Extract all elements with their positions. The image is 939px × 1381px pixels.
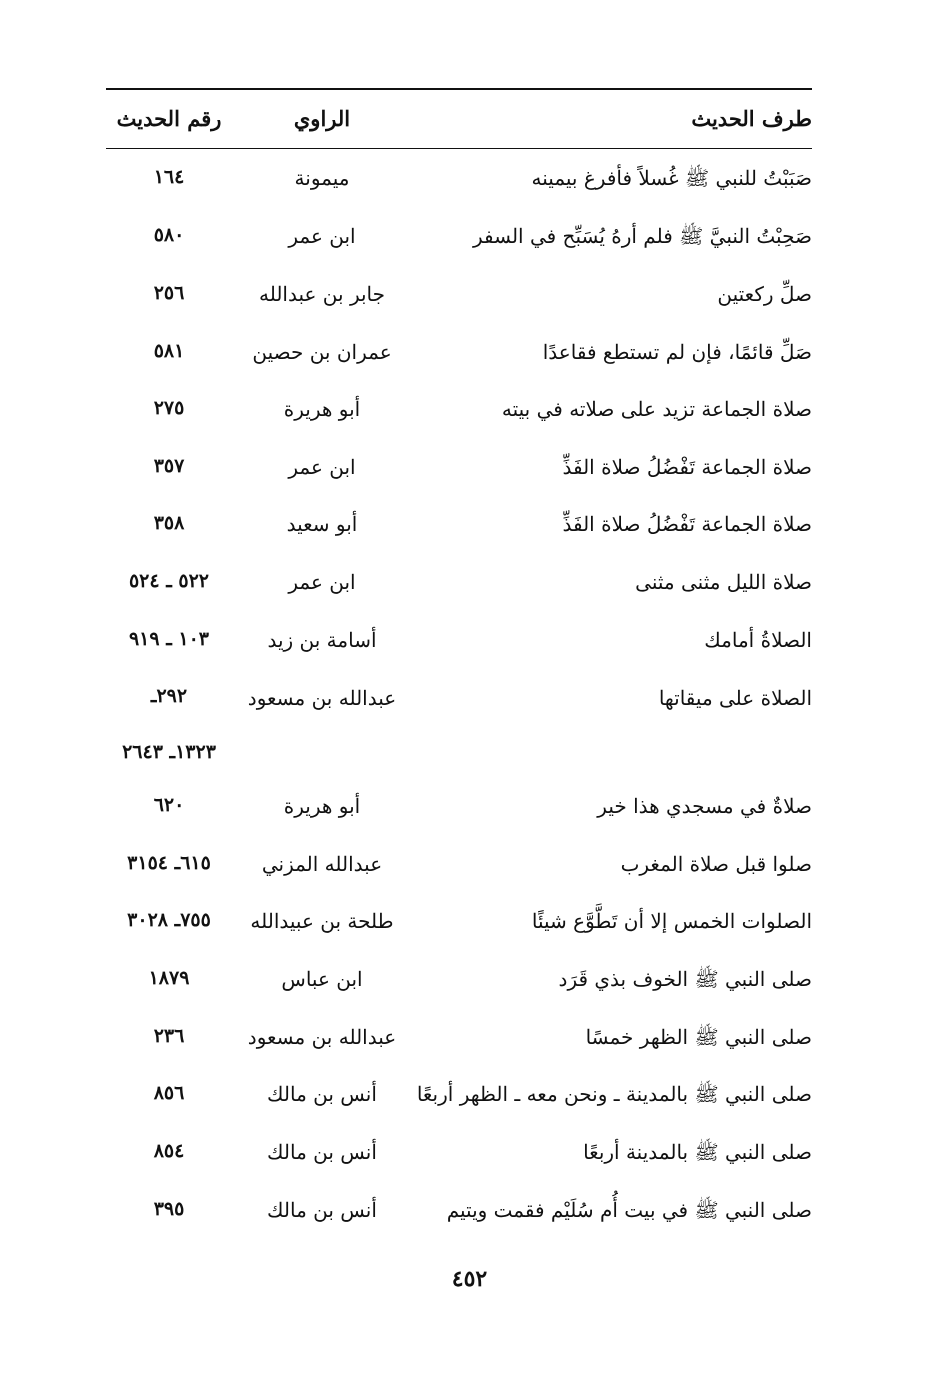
hadith-text: صلاة الجماعة تَفْضُلُ صلاة الفَذِّ: [562, 512, 812, 536]
hadith-narrator: ميمونة: [294, 166, 350, 190]
hadith-narrator: ابن عباس: [281, 967, 363, 991]
hadith-narrator: أبو هريرة: [283, 794, 361, 818]
page-number: ٤٥٢: [451, 1266, 488, 1292]
hadith-number: ٣٩٥: [153, 1198, 185, 1220]
hadith-narrator: أبو هريرة: [283, 397, 361, 421]
hadith-text: صلاة الجماعة تَفْضُلُ صلاة الفَذِّ: [562, 455, 812, 479]
hadith-number: ٥٨٠: [153, 224, 185, 246]
hadith-number: ٢٧٥: [153, 397, 185, 419]
hadith-narrator: أنس بن مالك: [267, 1140, 377, 1164]
hadith-text: صلاة الجماعة تزيد على صلاته في بيته: [501, 397, 812, 421]
hadith-narrator: عبدالله المزني: [261, 852, 383, 876]
hadith-number: ٣٥٧: [153, 455, 185, 477]
hadith-narrator: عبدالله بن مسعود: [247, 686, 397, 710]
hadith-number: ١٠٣ ـ ٩١٩: [128, 628, 210, 650]
hadith-narrator: جابر بن عبدالله: [258, 282, 386, 306]
hadith-text: الصلوات الخمس إلا أن تَطَّوَّع شيئًا: [531, 909, 812, 933]
hadith-text: صلى النبي ﷺ الخوف بذي قَرَد: [558, 967, 812, 991]
hadith-number: ٥٢٢ ـ ٥٢٤: [128, 570, 210, 592]
hadith-text: صلاة الليل مثنى مثنى: [635, 570, 812, 594]
hadith-text: صلِّ ركعتين: [717, 282, 812, 306]
hadith-narrator: ابن عمر: [288, 570, 356, 594]
hadith-number-continuation: ١٣٢٣ـ ٢٦٤٣: [122, 741, 216, 763]
hadith-number: ٨٥٦: [153, 1082, 185, 1104]
hadith-text: الصلاة على ميقاتها: [658, 686, 812, 710]
hadith-text: صَحِبْتُ النبيَّ ﷺ فلم أرهُ يُسَبِّح في السفر: [472, 224, 812, 248]
hadith-text: صلوا قبل صلاة المغرب: [620, 852, 812, 876]
hadith-narrator: أنس بن مالك: [267, 1198, 377, 1222]
hadith-text: صلاةٌ في مسجدي هذا خير: [597, 794, 812, 818]
hadith-narrator: أبو سعيد: [286, 512, 358, 536]
hadith-number: ٥٨١: [153, 340, 185, 362]
hadith-narrator: أسامة بن زيد: [267, 628, 377, 652]
table-header-rule: [106, 148, 812, 149]
hadith-text: الصلاةُ أمامك: [704, 628, 812, 652]
header-number: رقم الحديث: [116, 106, 222, 131]
hadith-narrator: طلحة بن عبيدالله: [250, 909, 394, 933]
hadith-number: ٢٩٢ـ: [150, 685, 188, 707]
hadith-number: ٦١٥ـ ٣١٥٤: [127, 852, 211, 874]
header-text: طرف الحديث: [691, 106, 812, 131]
hadith-narrator: ابن عمر: [288, 224, 356, 248]
header-narrator: الراوي: [293, 106, 351, 131]
hadith-number: ٧٥٥ـ ٣٠٢٨: [127, 909, 211, 931]
hadith-narrator: أنس بن مالك: [267, 1082, 377, 1106]
hadith-text: صلى النبي ﷺ في بيت أُم سُلَيْم فقمت ويتيم: [446, 1198, 812, 1222]
hadith-number: ١٦٤: [153, 166, 185, 188]
hadith-text: صلى النبي ﷺ الظهر خمسًا: [585, 1025, 812, 1049]
hadith-narrator: عبدالله بن مسعود: [247, 1025, 397, 1049]
table-top-rule: [106, 88, 812, 90]
hadith-text: صَلِّ قائمًا، فإن لم تستطع فقاعدًا: [542, 340, 812, 364]
hadith-number: ٣٥٨: [153, 512, 185, 534]
hadith-narrator: ابن عمر: [288, 455, 356, 479]
hadith-number: ١٨٧٩: [148, 967, 190, 989]
hadith-number: ٨٥٤: [153, 1140, 185, 1162]
hadith-text: صلى النبي ﷺ بالمدينة ـ ونحن معه ـ الظهر أربعًا: [416, 1082, 812, 1106]
hadith-number: ٢٥٦: [153, 282, 185, 304]
hadith-text: صلى النبي ﷺ بالمدينة أربعًا: [583, 1140, 812, 1164]
hadith-number-multiline: [106, 668, 232, 780]
hadith-number: ٢٣٦: [153, 1025, 185, 1047]
hadith-narrator: عمران بن حصين: [252, 340, 392, 364]
hadith-number: ٦٢٠: [153, 794, 185, 816]
hadith-text: صَبَبْتُ للنبي ﷺ غُسلاً فأفرغ بيمينه: [531, 166, 812, 190]
